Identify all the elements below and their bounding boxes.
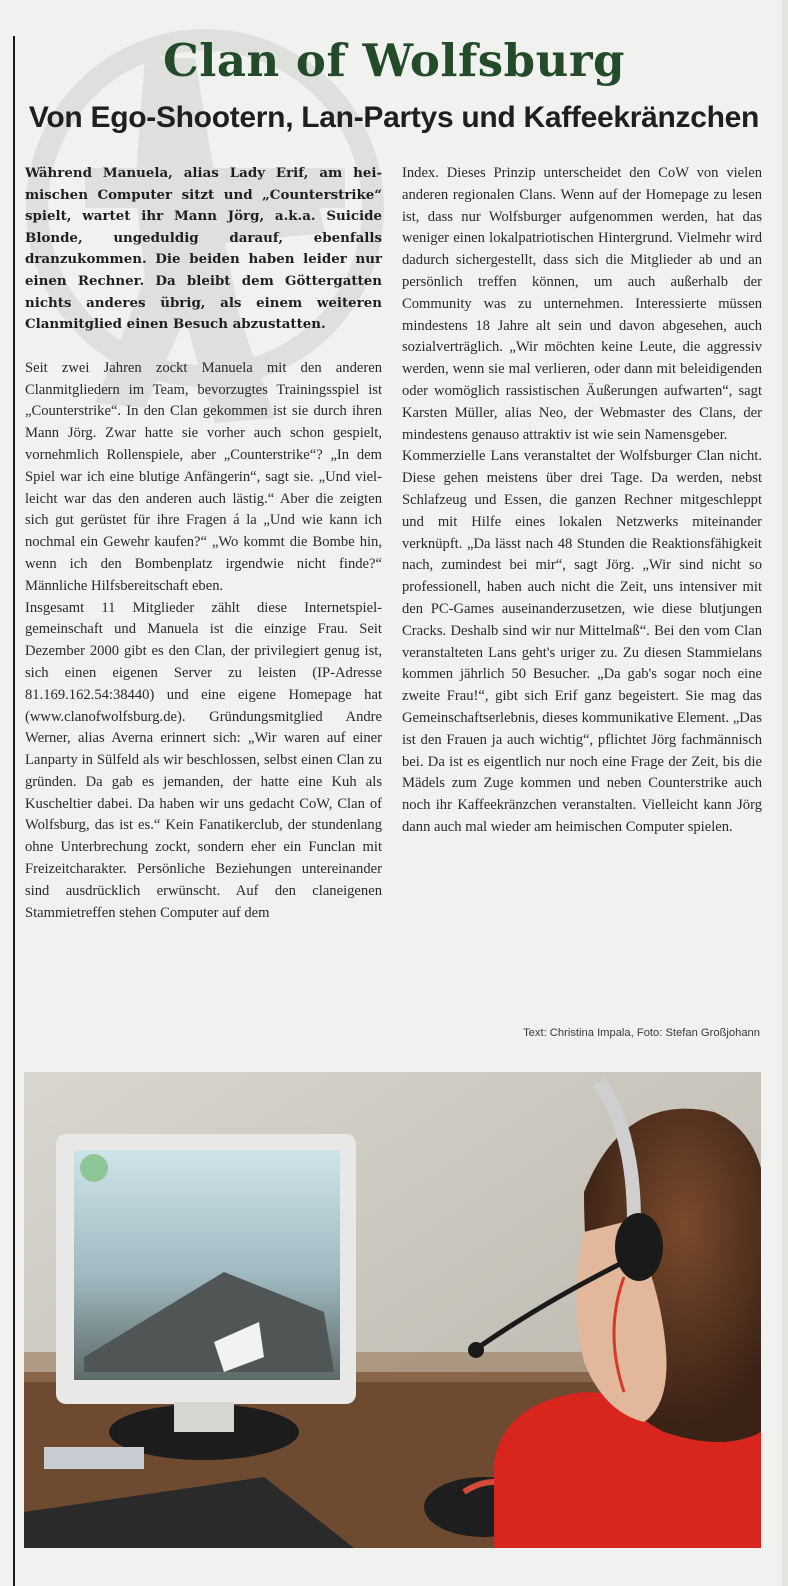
article-subtitle: Von Ego-Shootern, Lan-Partys und Kaffeekränzchen — [28, 101, 760, 134]
page-edge-shadow — [782, 0, 788, 1586]
photo-text-credit: Text: Christina Impala, Foto: Stefan Großjohann — [523, 1027, 760, 1039]
text-column-left — [25, 163, 382, 924]
column-rule — [13, 36, 15, 1586]
body-paragraph: Kommerzielle Lans veranstaltet der Wolfsburger Clan nicht. Diese gehen meistens über drei Tage. Da werden, nebst Schlafzeug und Essen, die ganzen Rechner mitgeschleppt und mit Hilfe eines lokalen Netzwerks miteinander verknüpft. „Da lässt nach 48 Stunden die Reaktionsfähigkeit nach, zumindest bei mir“, sagt Jörg. „Wir sind nicht so professionell, haben auch nicht die Zeit, uns intensiver mit den PC-Games auseinanderzusetzen, wie diese blutjungen Cracks. Deshalb sind wir nur Mittelmaß“. Bei den vom Clan veranstalteten Lans geht's uriger zu. Zu diesen Stammielans kommen jährlich 50 Besucher. „Da gab's sogar noch eine zweite Frau!“, gibt sich Erif ganz begeistert. Sie mag das Gemeinschaftserlebnis, dieses kommunikative Element. „Das ist den Frauen ja auch wichtig“, pflichtet Jörg fachmännisch bei. Da ist es eigentlich nur noch eine Frage der Zeit, bis die Mädels zum Zuge kommen und neben Counterstrike auch noch ihr Kaffeekränzchen veranstalten. Vielleicht kann Jörg dann auch mal wieder am heimischen Computer spielen. — [402, 448, 762, 835]
body-paragraph: Insgesamt 11 Mitglieder zählt diese Internetspielgemeinschaft und Manuela ist die einzige Frau. Seit Dezember 2000 gibt es den Clan, der privilegiert genug ist, sich einen eigenen Server zu leisten (IP-Adresse 81.169.162.54:38440) und eine eigene Homepage hat (www.clanofwolfsburg.de). Gründungsmitglied Andre Werner, alias Averna erinnert sich: „Wir waren auf einer Lanparty in Sülfeld als wir beschlossen, selbst einen Clan zu gründen. Da gab es jemanden, der hatte eine Kuh als Kuscheltier dabei. Da haben wir uns gedacht CoW, Clan of Wolfsburg, das ist es.“ Kein Fanatikerclub, der stundenlang ohne Unterbrechung zockt, sondern eher ein Funclan mit Freizeitcharakter. Persönliche Beziehungen untereinander sind ausdrücklich erwünscht. Auf den claneigenen Stammietreffen stehen Computer auf dem — [25, 599, 382, 921]
body-paragraph: Seit zwei Jahren zockt Manuela mit den anderen Clanmitgliedern im Team, bevorzugtes Trainingsspiel ist „Counterstrike“. In den Clan gekommen ist sie durch ihren Mann Jörg. Zwar hatte sie vorher auch schon gespielt, vornehmlich Rollenspiele, aber „Counterstrike“? „In dem Spiel war ich eine blutige Anfängerin“, sagt sie. „Und vielleicht war das den anderen auch lästig.“ Aber die zeigten sich gut gerüstet für ihre Fragen á la „Und wie kann ich nochmal ein Gewehr kaufen?“ „Wo kommt die Bombe hin, wenn ich den Bombenplatz irgendwie nicht finde?“ Männliche Hilfsbereitschaft eben. — [25, 359, 382, 594]
text-column-right — [402, 163, 762, 839]
article-title: Clan of Wolfsburg — [162, 34, 625, 87]
lead-paragraph: Während Manuela, alias Lady Erif, am heimischen Computer sitzt und „Counterstrike“ spielt, wartet ihr Mann Jörg, a.k.a. Suicide Blonde, ungeduldig darauf, ebenfalls dranzukommen. Die beiden haben leider nur einen Rechner. Da bleibt dem Göttergatten nichts anderes übrig, als einem weiteren Clanmitglied einen Besuch abzustatten. — [25, 165, 382, 333]
article-photo — [24, 1072, 761, 1548]
body-paragraph: Index. Dieses Prinzip unterscheidet den CoW von vielen anderen regionalen Clans. Wenn auf der Homepage zu lesen ist, dass nur Wolfsburger aufgenommen werden, hat das weniger einen lokalpatriotischen Hintergrund. Vielmehr wird dadurch sichergestellt, dass sich die Mitglieder ab und an persönlich treffen können, um auch außerhalb der Community was zu unternehmen. Interessierte müssen mindestens 18 Jahre alt sein und davon abgesehen, auch sozialverträglich. „Wir möchten keine Leute, die aggressiv werden, wenn sie mal verlieren, oder dann mit beleidigenden oder womöglich rassistischen Äußerungen aufwarten“, sagt Karsten Müller, alias Neo, der Webmaster des Clans, der mindestens genauso attraktiv ist wie sein Namensgeber. — [402, 165, 762, 443]
